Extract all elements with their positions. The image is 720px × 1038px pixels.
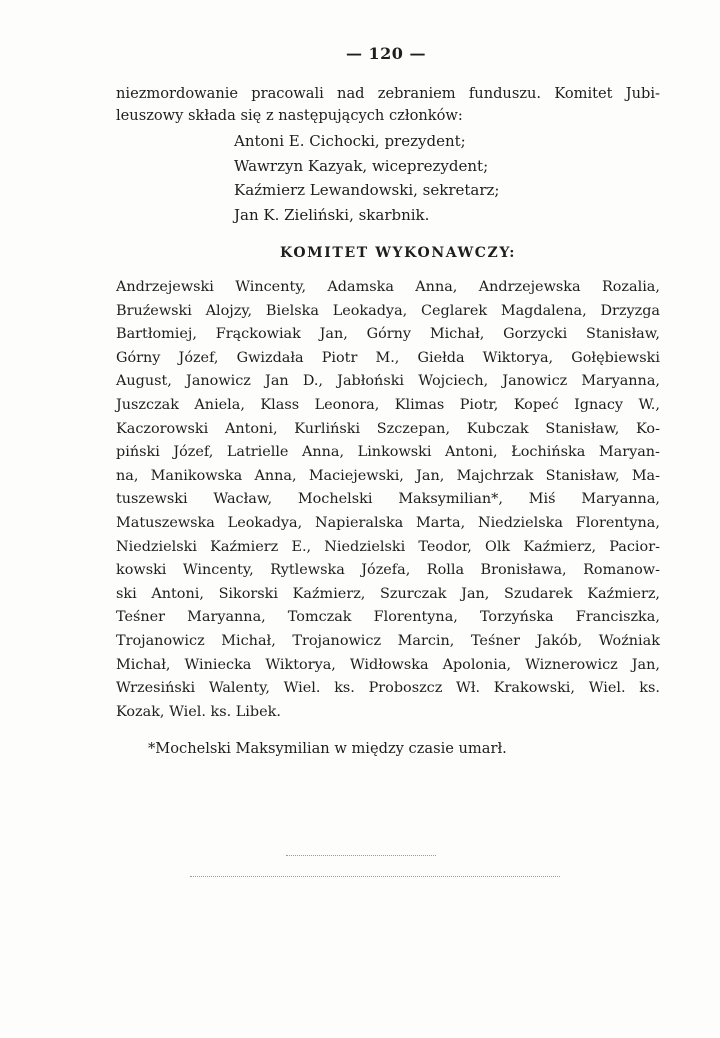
word: Klimas — [394, 396, 445, 413]
word: Maryan- — [598, 444, 660, 461]
word: Anna, — [302, 444, 345, 461]
word: Leonora, — [314, 396, 380, 413]
word: Wiktorya, — [482, 349, 554, 366]
word: Bronisława, — [480, 562, 567, 579]
member-line — [116, 583, 660, 607]
word: Andrzejewska — [478, 279, 581, 295]
word: tuszewski — [116, 491, 188, 508]
word: Wiznerowicz — [525, 656, 618, 673]
committee-list — [234, 129, 660, 227]
word: Torzyńska — [479, 609, 554, 626]
word: Manikowska — [150, 467, 243, 484]
word: Leokadya, — [332, 302, 408, 319]
word: Majchrzak — [456, 467, 534, 484]
member-line — [116, 701, 660, 725]
word: Wojciech, — [418, 373, 489, 390]
word: Szurczak — [380, 585, 447, 602]
word: zebraniem — [377, 85, 456, 102]
word: Bartłomiej, — [116, 326, 197, 343]
word: Niedzielski — [116, 538, 197, 555]
word: kowski — [116, 562, 167, 579]
word: Michał, — [116, 656, 171, 673]
word: niezmordowanie — [116, 85, 239, 102]
word: Andrzejewski — [116, 279, 214, 295]
word: Niedzielska — [477, 514, 563, 531]
word: Józef, — [173, 444, 214, 461]
word: Walenty, — [208, 680, 270, 697]
word: Kopeć — [513, 396, 559, 413]
word: Antoni, — [224, 420, 278, 437]
word: Mochelski — [297, 491, 373, 508]
word: leuszowy — [116, 107, 184, 124]
member-line — [116, 606, 660, 630]
word: Giełda — [417, 349, 465, 366]
word: Trojanowicz — [116, 632, 205, 649]
committee-member: Antoni E. Cichocki, prezydent; — [234, 132, 466, 150]
word: Widłowska — [349, 656, 429, 673]
word: Gołębiewski — [571, 349, 660, 366]
executive-committee-heading: KOMITET WYKONAWCZY: — [280, 245, 516, 261]
word: ski — [116, 585, 137, 602]
word: Piotr, — [459, 396, 499, 413]
word: Aniela, — [194, 396, 245, 413]
word: Stanisław, — [545, 467, 620, 484]
word: Alojzy, — [205, 302, 253, 319]
word: Ko- — [636, 420, 660, 437]
word: Sikorski — [218, 585, 278, 602]
member-line — [116, 300, 660, 324]
word: Kurliński — [294, 420, 361, 437]
word: Anna, — [415, 279, 458, 295]
word: Janowicz — [186, 373, 251, 390]
word: Teśner — [470, 632, 520, 649]
dotted-rule — [286, 855, 436, 856]
word: Maryanna, — [187, 609, 266, 626]
member-line — [116, 654, 660, 678]
intro-paragraph — [116, 83, 660, 127]
word: Magdalena, — [500, 302, 587, 319]
word: Kaźmierz, — [292, 585, 366, 602]
word: Ma- — [631, 467, 660, 484]
committee-member: Jan K. Zieliński, skarbnik. — [234, 205, 430, 224]
member-line — [116, 536, 660, 560]
member-line — [116, 394, 660, 418]
executive-members-paragraph — [116, 276, 660, 724]
member-line — [116, 418, 660, 442]
word: Linkowski — [357, 444, 432, 461]
word: Wł. — [456, 680, 481, 697]
word: ks. — [210, 703, 232, 720]
member-line — [116, 465, 660, 489]
word: D., — [302, 373, 324, 390]
word: Marta, — [416, 514, 466, 531]
word: następujących — [278, 107, 385, 124]
word: Trojanowicz — [292, 632, 382, 649]
word: Gwizdała — [236, 349, 304, 366]
word: M., — [375, 349, 400, 366]
word: Bielska — [265, 302, 319, 319]
word: Tomczak — [287, 609, 352, 626]
word: Jakób, — [536, 632, 583, 649]
word: Komitet — [554, 85, 613, 102]
word: Szudarek — [504, 585, 573, 602]
word: Wiel. — [283, 680, 321, 697]
word: Franciszka, — [575, 609, 660, 626]
member-line — [116, 559, 660, 583]
word: składa — [188, 107, 236, 124]
intro-line — [116, 83, 660, 105]
member-line — [116, 488, 660, 512]
member-line — [116, 276, 660, 300]
word: Stanisław, — [545, 420, 620, 437]
committee-member: Kaźmierz Lewandowski, sekretarz; — [234, 181, 500, 199]
word: Stanisław, — [586, 326, 660, 343]
word: Jan, — [319, 326, 348, 343]
word: Rozalia, — [601, 279, 660, 295]
word: Maksymilian*, — [398, 491, 503, 508]
word: funduszu. — [468, 85, 542, 102]
word: ks. — [639, 680, 660, 697]
word: Miś — [528, 491, 556, 508]
word: Wiel. — [169, 703, 206, 720]
word: Kubczak — [466, 420, 529, 437]
word: Wrzesiński — [116, 680, 196, 697]
word: Józefa, — [361, 562, 411, 579]
word: Antoni, — [151, 585, 204, 602]
word: Wiel. — [588, 680, 626, 697]
word: Józef, — [178, 349, 219, 366]
word: Apolonia, — [442, 656, 512, 673]
member-line — [116, 347, 660, 371]
word: Anna, — [254, 467, 297, 484]
word: ks. — [334, 680, 355, 697]
word: Piotr — [321, 349, 358, 366]
word: piński — [116, 444, 160, 461]
member-line — [116, 323, 660, 347]
dotted-rule — [190, 876, 560, 877]
word: nad — [337, 85, 365, 102]
word: Łochińska — [511, 444, 586, 461]
word: Antoni, — [445, 444, 498, 461]
page-number: — 120 — — [345, 44, 427, 63]
word: Jan, — [461, 585, 490, 602]
word: Niedzielski — [324, 538, 406, 555]
intro-line — [116, 105, 660, 127]
word: Rolla — [426, 562, 465, 579]
word: Krakowski, — [493, 680, 575, 697]
word: Jan, — [416, 467, 445, 484]
word: Górny — [366, 326, 412, 343]
word: Winiecka — [184, 656, 252, 673]
word: Jan — [265, 373, 289, 390]
word: Latrielle — [226, 444, 289, 461]
word: Wiktorya, — [265, 656, 336, 673]
word: Maryanna, — [581, 491, 660, 508]
word: na, — [116, 467, 139, 484]
word: Jubi- — [625, 85, 660, 102]
word: Kozak, — [116, 703, 165, 720]
footnote: *Mochelski Maksymilian w między czasie umarł. — [148, 740, 507, 758]
member-line — [116, 677, 660, 701]
member-line — [116, 370, 660, 394]
word: Michał, — [221, 632, 276, 649]
word: Ignacy — [574, 396, 624, 413]
word: pracowali — [251, 85, 324, 102]
word: Michał, — [429, 326, 485, 343]
word: Rytlewska — [270, 562, 345, 579]
word: Juszczak — [116, 396, 179, 413]
word: Libek. — [235, 703, 281, 720]
member-line — [116, 512, 660, 536]
word: się — [240, 107, 262, 124]
word: Teodor, — [418, 538, 472, 555]
word: Leokadya, — [227, 514, 303, 531]
member-line — [116, 441, 660, 465]
word: członków: — [388, 107, 463, 124]
word: Wacław, — [213, 491, 273, 508]
committee-member: Wawrzyn Kazyak, wiceprezydent; — [234, 156, 489, 175]
word: Bruźewski — [116, 302, 192, 319]
word: Jan, — [631, 656, 660, 673]
word: Pacior- — [609, 538, 660, 555]
word: Woźniak — [598, 632, 660, 649]
word: Drzyzga — [600, 302, 660, 319]
word: Maciejewski, — [308, 467, 404, 484]
word: Florentyna, — [373, 609, 458, 626]
word: Janowicz — [502, 373, 568, 390]
word: Romanow- — [583, 562, 660, 579]
word: Maryanna, — [581, 373, 660, 390]
word: Proboszcz — [368, 680, 443, 697]
word: Wincenty, — [235, 279, 307, 295]
word: Olk — [485, 538, 511, 555]
word: Teśner — [116, 609, 166, 626]
word: Frąckowiak — [215, 326, 301, 343]
word: August, — [116, 373, 172, 390]
word: Napieralska — [315, 514, 404, 531]
word: z — [265, 107, 274, 124]
word: Adamska — [327, 279, 394, 295]
word: Wincenty, — [182, 562, 254, 579]
word: Matuszewska — [116, 514, 215, 531]
word: Klass — [260, 396, 300, 413]
word: Kaźmierz, — [587, 585, 660, 602]
word: Kaźmierz — [210, 538, 279, 555]
word: Szczepan, — [376, 420, 451, 437]
word: W., — [638, 396, 660, 413]
word: Florentyna, — [575, 514, 660, 531]
word: Jabłoński — [337, 373, 405, 390]
word: Kaczorowski — [116, 420, 209, 437]
member-line — [116, 630, 660, 654]
word: E., — [291, 538, 312, 555]
word: Gorzycki — [503, 326, 568, 343]
word: Górny — [116, 349, 161, 366]
word: Kaźmierz, — [523, 538, 597, 555]
word: Ceglarek — [421, 302, 488, 319]
word: Marcin, — [397, 632, 455, 649]
